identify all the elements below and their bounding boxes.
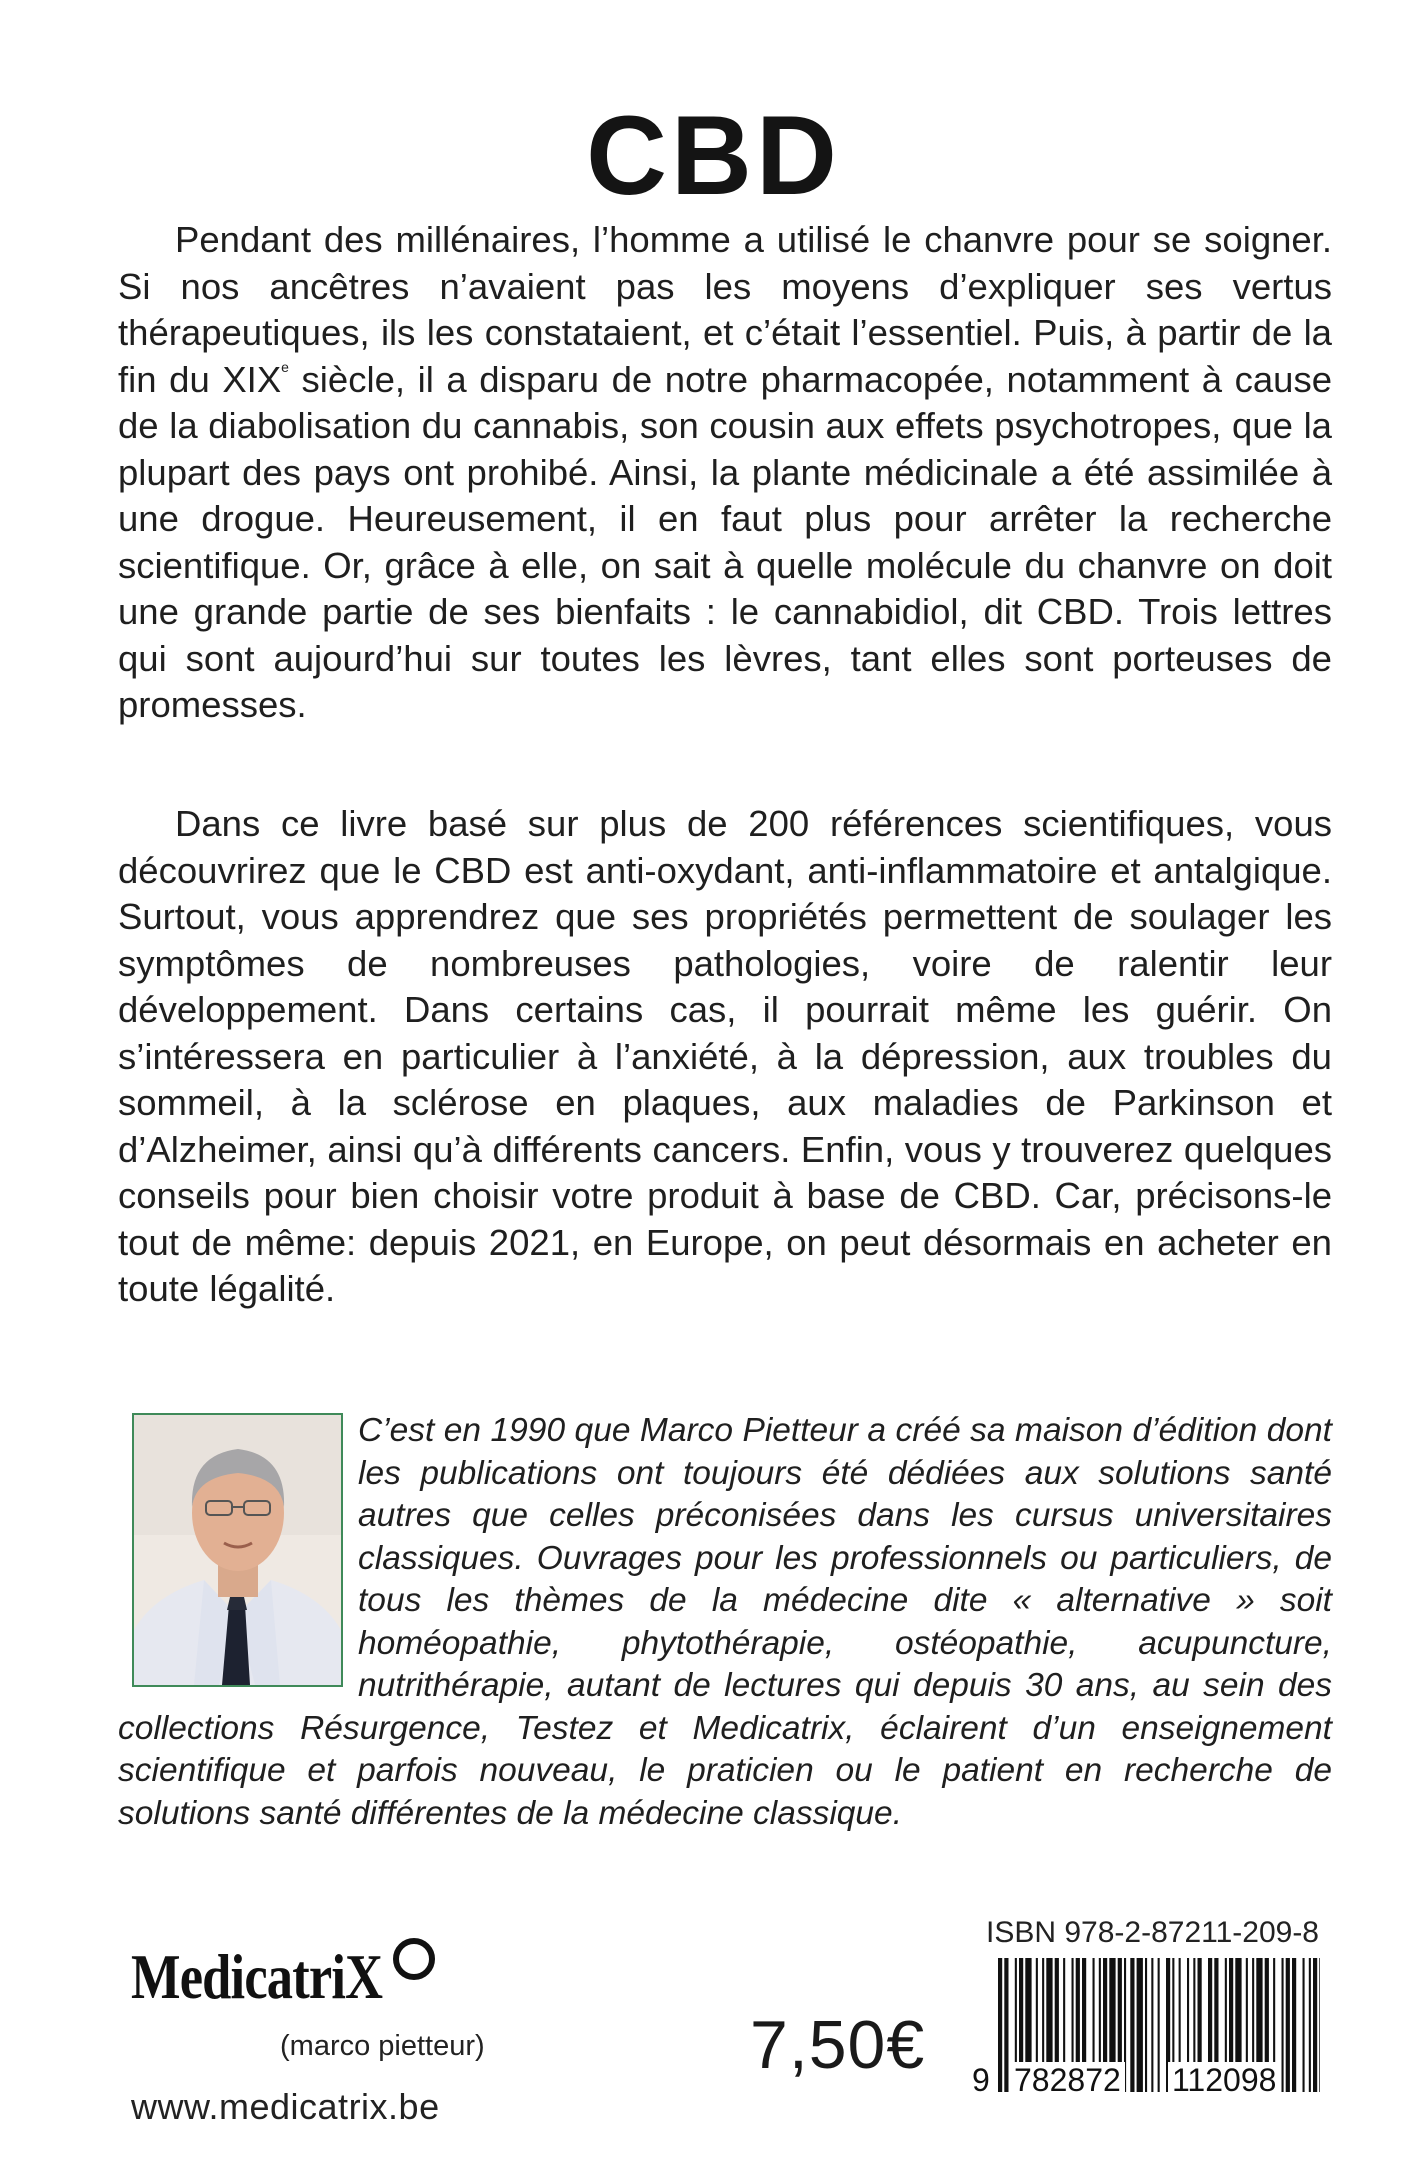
barcode-right-digits: 112098 — [1168, 2062, 1280, 2098]
barcode-lead-digit: 9 — [968, 2062, 994, 2098]
logo-ring-icon — [393, 1938, 435, 1980]
photo-spacer — [118, 1410, 358, 1700]
barcode-bar — [1292, 1958, 1296, 2092]
publisher-logo: MedicatriX — [131, 1941, 383, 2012]
paragraph-1-text-a: Pendant des millénaires, l’homme a utilisé le chanvre pour se soigner. Si nos ancêtres n’avaient pas les moyens d’expliquer ses vertus thérapeutiques, ils les constataient, et c’était l’essentiel. Puis, à partir de la fin du XIX — [118, 219, 1332, 400]
barcode-bar — [1286, 1958, 1290, 2092]
isbn-number: ISBN 978-2-87211-209-8 — [986, 1916, 1319, 1949]
barcode-bar — [1319, 1958, 1320, 2092]
barcode-left-digits: 782872 — [1010, 2062, 1125, 2098]
book-price: 7,50€ — [750, 2007, 926, 2083]
barcode-bar — [1282, 1958, 1284, 2092]
description-paragraph-1 — [118, 217, 1332, 729]
barcode-bar — [1151, 1958, 1153, 2092]
book-title: CBD — [586, 93, 841, 218]
publisher-website: www.medicatrix.be — [131, 2086, 440, 2127]
barcode-bar — [998, 1958, 1002, 2092]
barcode-bar — [1145, 1958, 1147, 2092]
barcode-bar — [1130, 1958, 1134, 2092]
barcode-bar — [1303, 1958, 1305, 2092]
barcode-bar — [1158, 1958, 1160, 2092]
barcode-bar — [1309, 1958, 1311, 2092]
barcode-bar — [1004, 1958, 1008, 2092]
description-paragraph-2: Dans ce livre basé sur plus de 200 références scientifiques, vous découvrirez que le CBD est anti-oxydant, anti-inflammatoire et antalgique. Surtout, vous apprendrez que ses propriétés permettent de soulager les symptômes de nombreuses pathologies, voire de ralentir leur développement. Dans certains cas, il pourrait même les guérir. On s’intéressera en particulier à l’anxiété, à la dépression, aux troubles du sommeil, à la sclérose en plaques, aux maladies de Parkinson et d’Alzheimer, ainsi qu’à différents cancers. Enfin, vous y trouverez quelques conseils pour bien choisir votre produit à base de CBD. Car, précisons-le tout de même: depuis 2021, en Europe, on peut désormais en acheter en toute légalité. — [118, 803, 1332, 1309]
barcode-bar — [1137, 1958, 1143, 2092]
barcode-bar — [1313, 1958, 1317, 2092]
author-biography — [118, 1410, 1332, 1835]
century-superscript: e — [281, 358, 289, 375]
paragraph-1-text-b: siècle, il a disparu de notre pharmacopée, notamment à cause de la diabolisation du cannabis, son cousin aux effets psychotropes, que la plupart des pays ont prohibé. Ainsi, la plante médicinale a été assimilée à une drogue. Heureusement, il en faut plus pour arrêter la recherche scientifique. Or, grâce à elle, on sait à quelle molécule du chanvre on doit une grande partie de ses bienfaits : le cannabidiol, dit CBD. Trois lettres qui sont aujourd’hui sur toutes les lèvres, tant elles sont porteuses de promesses. — [118, 358, 1332, 725]
author-biography-text: C’est en 1990 que Marco Pietteur a créé sa maison d’édition dont les publications ont toujours été dédiées aux solutions santé autres que celles préconisées dans les cursus universitaires classiques. Ouvrages pour les professionnels ou particuliers, de tous les thèmes de la médecine dite « alternative » soit homéopathie, phytothérapie, ostéopathie, acupuncture, nutrithérapie, autant de lectures qui depuis 30 ans, au sein des collections Résurgence, Testez et Medicatrix, éclairent d’un enseignement scientifique et parfois nouveau, le praticien ou le patient en recherche de solutions santé différentes de la médecine classique. — [118, 1412, 1332, 1832]
publisher-subtitle: (marco pietteur) — [280, 2030, 485, 2062]
